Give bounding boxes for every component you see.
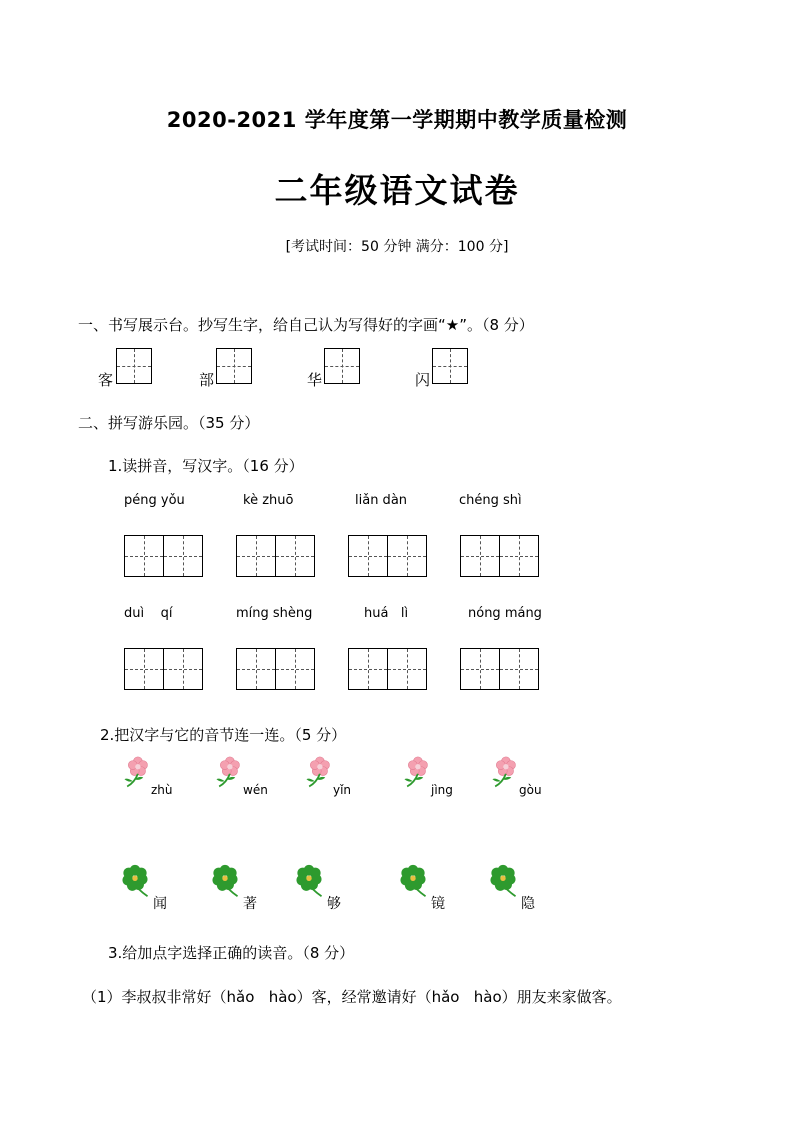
writing-box[interactable]	[348, 648, 388, 690]
writing-box[interactable]	[387, 648, 427, 690]
writing-box[interactable]	[387, 535, 427, 577]
character-label[interactable]: 著	[243, 896, 257, 912]
writing-box[interactable]	[432, 348, 468, 384]
flower-icon	[212, 756, 246, 790]
pinyin-label: nóng máng	[468, 606, 542, 621]
syllable-label[interactable]: yǐn	[333, 783, 352, 797]
pinyin-label: kè zhuō	[243, 493, 294, 508]
writing-box[interactable]	[163, 535, 203, 577]
exam-title-line1: 2020-2021 学年度第一学期期中教学质量检测	[166, 108, 628, 132]
pinyin-label: míng shèng	[236, 606, 313, 621]
pinyin-label: chéng shì	[459, 493, 522, 508]
exam-title-main: 二年级语文试卷	[274, 171, 520, 210]
copy-char: 闪	[415, 371, 431, 389]
copy-char: 客	[98, 371, 114, 389]
pinyin-label: huá lì	[364, 606, 409, 621]
writing-box[interactable]	[324, 348, 360, 384]
writing-box[interactable]	[216, 348, 252, 384]
flower-icon	[400, 756, 434, 790]
clover-icon	[292, 864, 326, 898]
copy-char: 华	[307, 371, 323, 389]
clover-icon	[118, 864, 152, 898]
copy-char: 部	[199, 371, 215, 389]
writing-box[interactable]	[460, 535, 500, 577]
section1-heading: 一、书写展示台。抄写生字，给自己认为写得好的字画“★”。（8 分）	[78, 316, 534, 334]
writing-box[interactable]	[275, 535, 315, 577]
flower-icon	[488, 756, 522, 790]
writing-box[interactable]	[460, 648, 500, 690]
syllable-label[interactable]: wén	[243, 783, 268, 797]
q3-item1: （1）李叔叔非常好（hǎo hào）客，经常邀请好（hǎo hào）朋友来家做客。	[82, 988, 622, 1006]
pinyin-label: péng yǒu	[124, 493, 185, 508]
q2-heading: 2.把汉字与它的音节连一连。（5 分）	[100, 726, 347, 744]
character-label[interactable]: 闻	[153, 896, 167, 912]
character-label[interactable]: 够	[327, 896, 341, 912]
writing-box[interactable]	[348, 535, 388, 577]
clover-icon	[208, 864, 242, 898]
flower-icon	[120, 756, 154, 790]
clover-icon	[486, 864, 520, 898]
writing-box[interactable]	[116, 348, 152, 384]
pinyin-label: duì qí	[124, 606, 173, 621]
writing-box[interactable]	[499, 535, 539, 577]
writing-box[interactable]	[163, 648, 203, 690]
q1-heading: 1.读拼音，写汉字。（16 分）	[108, 457, 304, 475]
writing-box[interactable]	[124, 535, 164, 577]
pinyin-label: liǎn dàn	[355, 493, 408, 508]
exam-info: [考试时间：50 分钟 满分：100 分]	[285, 239, 509, 255]
character-label[interactable]: 隐	[521, 896, 535, 912]
writing-box[interactable]	[236, 535, 276, 577]
q3-heading: 3.给加点字选择正确的读音。（8 分）	[108, 944, 355, 962]
syllable-label[interactable]: zhù	[151, 783, 173, 797]
clover-icon	[396, 864, 430, 898]
section2-heading: 二、拼写游乐园。（35 分）	[78, 414, 260, 432]
flower-icon	[302, 756, 336, 790]
writing-box[interactable]	[275, 648, 315, 690]
character-label[interactable]: 镜	[431, 896, 445, 912]
writing-box[interactable]	[499, 648, 539, 690]
writing-box[interactable]	[124, 648, 164, 690]
syllable-label[interactable]: gòu	[519, 783, 542, 797]
syllable-label[interactable]: jìng	[431, 783, 453, 797]
writing-box[interactable]	[236, 648, 276, 690]
